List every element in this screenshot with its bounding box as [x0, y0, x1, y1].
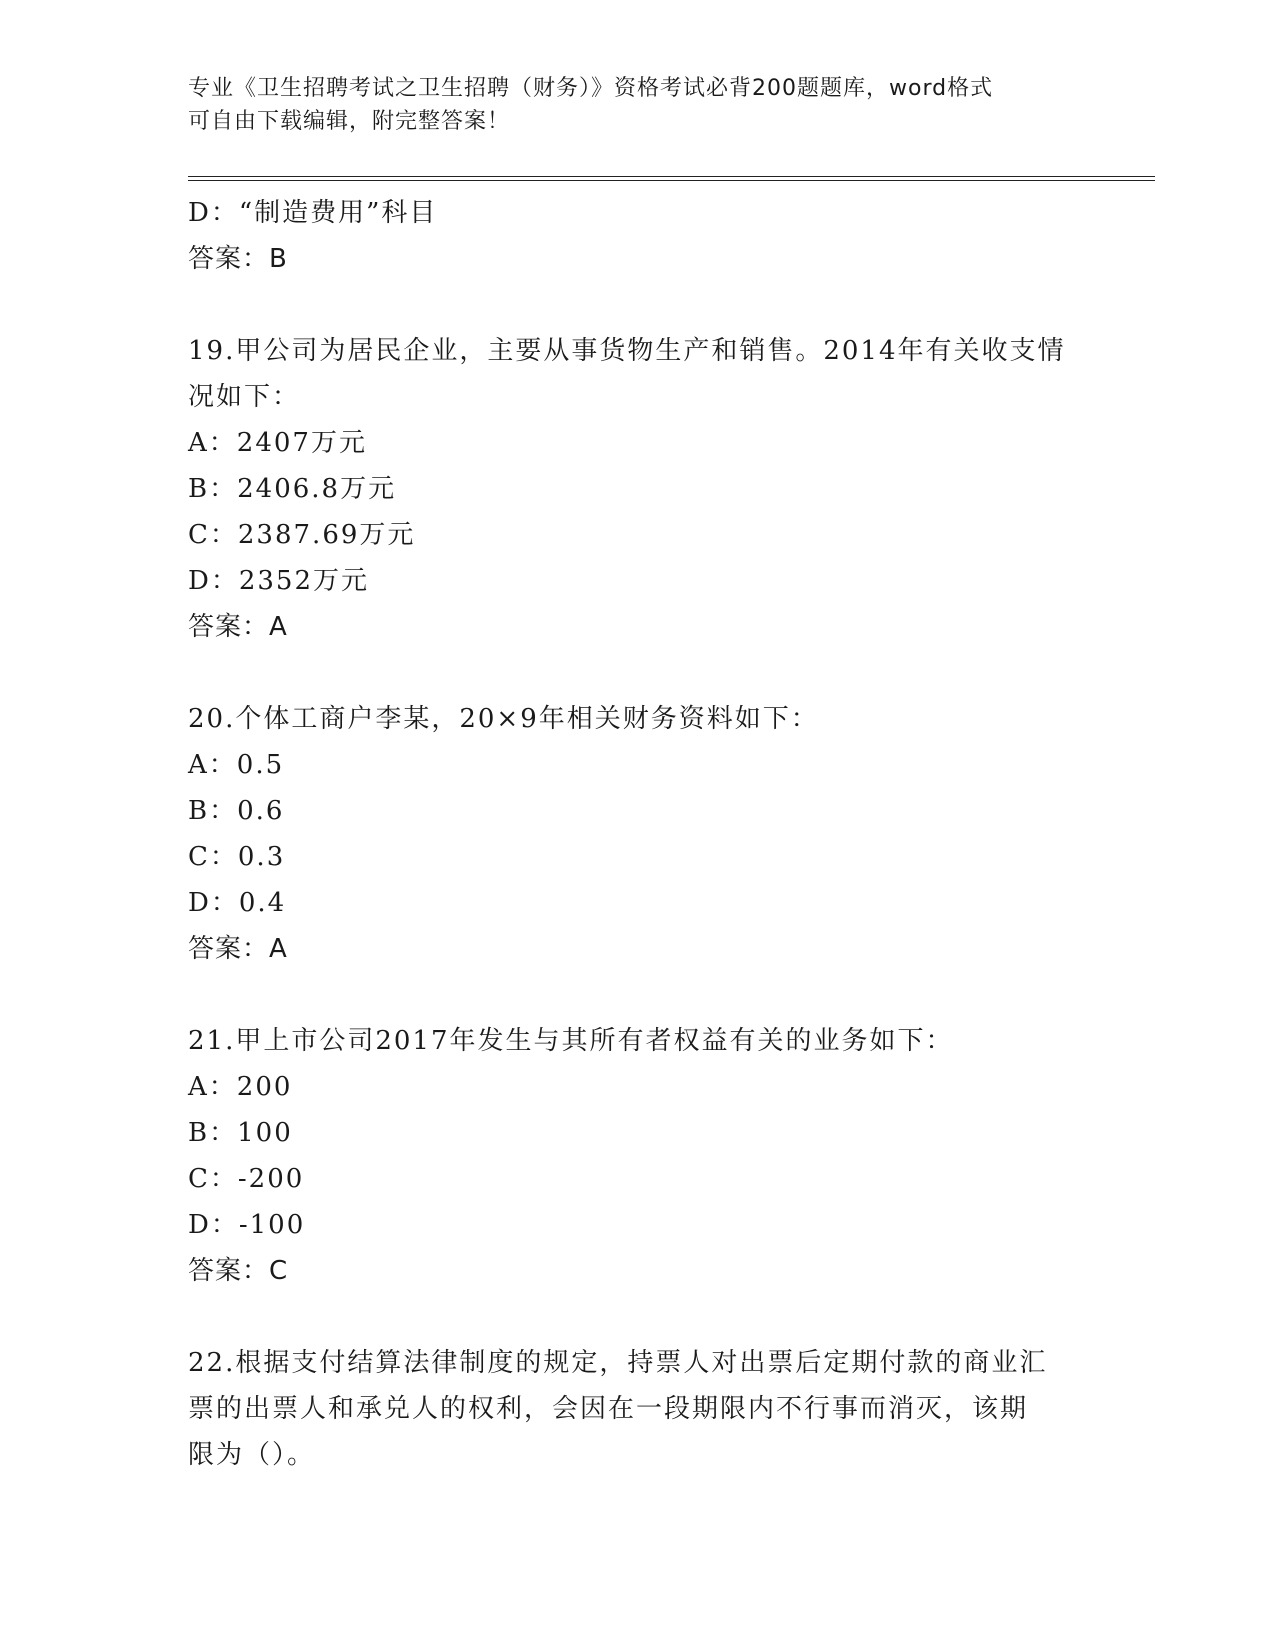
option-c: C：0.3 — [188, 842, 286, 872]
answer: 答案：A — [188, 934, 288, 964]
question-stem-line: 限为（）。 — [188, 1440, 316, 1470]
option-d: D：-100 — [188, 1210, 306, 1240]
answer: 答案：B — [188, 244, 288, 274]
spacer — [188, 650, 1088, 696]
option-b: B：100 — [188, 1118, 293, 1148]
question-content — [188, 190, 1088, 1478]
option-a: A：2407万元 — [188, 428, 367, 458]
question-19 — [188, 328, 1088, 650]
header-divider — [188, 176, 1155, 181]
option-d: D：2352万元 — [188, 566, 370, 596]
option-b: B：0.6 — [188, 796, 285, 826]
option-b: B：2406.8万元 — [188, 474, 397, 504]
spacer — [188, 1294, 1088, 1340]
question-stem-line: 21.甲上市公司2017年发生与其所有者权益有关的业务如下： — [188, 1026, 954, 1056]
question-20 — [188, 696, 1088, 972]
spacer — [188, 282, 1088, 328]
question-21 — [188, 1018, 1088, 1294]
option-c: C：2387.69万元 — [188, 520, 416, 550]
question-stem-line: 22.根据支付结算法律制度的规定，持票人对出票后定期付款的商业汇 — [188, 1348, 1048, 1378]
question-stem-line: 20.个体工商户李某，20×9年相关财务资料如下： — [188, 704, 819, 734]
spacer — [188, 972, 1088, 1018]
option-d: D：“制造费用”科目 — [188, 198, 438, 228]
answer: 答案：C — [188, 1256, 289, 1286]
option-a: A：0.5 — [188, 750, 285, 780]
question-22 — [188, 1340, 1088, 1478]
question-18-tail — [188, 190, 1088, 282]
question-stem-line: 况如下： — [188, 382, 301, 412]
header-title-line-2: 可自由下载编辑，附完整答案！ — [188, 109, 511, 134]
option-d: D：0.4 — [188, 888, 287, 918]
page-header — [188, 72, 1088, 138]
question-stem-line: 票的出票人和承兑人的权利，会因在一段期限内不行事而消灭，该期 — [188, 1394, 1029, 1424]
option-a: A：200 — [188, 1072, 293, 1102]
answer: 答案：A — [188, 612, 288, 642]
option-c: C：-200 — [188, 1164, 305, 1194]
header-title-line-1: 专业《卫生招聘考试之卫生招聘（财务）》资格考试必背200题题库，word格式 — [188, 76, 994, 101]
question-stem-line: 19.甲公司为居民企业，主要从事货物生产和销售。2014年有关收支情 — [188, 336, 1066, 366]
